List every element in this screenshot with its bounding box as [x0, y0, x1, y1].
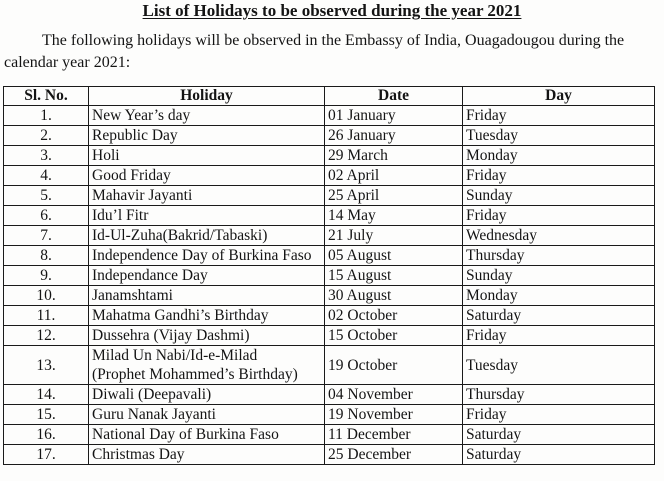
document-title-text: List of Holidays to be observed during the year 2021	[142, 1, 522, 20]
cell-sl-no: 3.	[4, 146, 89, 166]
cell-day: Monday	[463, 146, 655, 166]
cell-day: Sunday	[463, 266, 655, 286]
cell-date: 30 August	[325, 286, 463, 306]
cell-date: 15 August	[325, 266, 463, 286]
cell-holiday: Good Friday	[89, 166, 325, 186]
table-header-row	[4, 87, 655, 106]
cell-holiday: Dussehra (Vijay Dashmi)	[89, 326, 325, 346]
cell-holiday: Christmas Day	[89, 445, 325, 465]
cell-sl-no: 8.	[4, 246, 89, 266]
table-row	[4, 425, 655, 445]
cell-sl-no: 17.	[4, 445, 89, 465]
table-row	[4, 126, 655, 146]
table-row	[4, 106, 655, 126]
table-row	[4, 405, 655, 425]
table-row	[4, 246, 655, 266]
cell-day: Wednesday	[463, 226, 655, 246]
header-holiday: Holiday	[89, 87, 325, 106]
cell-sl-no: 12.	[4, 326, 89, 346]
cell-sl-no: 7.	[4, 226, 89, 246]
cell-sl-no: 5.	[4, 186, 89, 206]
intro-paragraph: The following holidays will be observed in the Embassy of India, Ouagadougou during the calendar year 2021:	[4, 32, 625, 71]
cell-day: Friday	[463, 326, 655, 346]
cell-date: 15 October	[325, 326, 463, 346]
cell-day: Thursday	[463, 385, 655, 405]
cell-day: Sunday	[463, 186, 655, 206]
table-row	[4, 206, 655, 226]
cell-sl-no: 6.	[4, 206, 89, 226]
holiday-table	[3, 86, 655, 465]
cell-sl-no: 14.	[4, 385, 89, 405]
cell-date: 05 August	[325, 246, 463, 266]
cell-holiday	[89, 346, 325, 385]
cell-date: 02 April	[325, 166, 463, 186]
header-date: Date	[325, 87, 463, 106]
cell-holiday: Janamshtami	[89, 286, 325, 306]
cell-day: Tuesday	[463, 126, 655, 146]
table-row	[4, 226, 655, 246]
table-row	[4, 326, 655, 346]
cell-holiday: Republic Day	[89, 126, 325, 146]
cell-day: Tuesday	[463, 346, 655, 385]
cell-date: 11 December	[325, 425, 463, 445]
table-row	[4, 445, 655, 465]
cell-sl-no: 9.	[4, 266, 89, 286]
cell-holiday: Id-Ul-Zuha(Bakrid/Tabaski)	[89, 226, 325, 246]
table-row	[4, 166, 655, 186]
cell-day: Thursday	[463, 246, 655, 266]
cell-date: 26 January	[325, 126, 463, 146]
cell-sl-no: 4.	[4, 166, 89, 186]
table-row	[4, 306, 655, 326]
cell-holiday: New Year’s day	[89, 106, 325, 126]
cell-date: 21 July	[325, 226, 463, 246]
cell-date: 25 April	[325, 186, 463, 206]
cell-holiday: Independence Day of Burkina Faso	[89, 246, 325, 266]
table-body	[4, 106, 655, 465]
cell-holiday: National Day of Burkina Faso	[89, 425, 325, 445]
cell-day: Monday	[463, 286, 655, 306]
header-sl-no: Sl. No.	[4, 87, 89, 106]
cell-holiday: Idu’l Fitr	[89, 206, 325, 226]
table-row	[4, 385, 655, 405]
cell-day: Friday	[463, 106, 655, 126]
cell-sl-no: 11.	[4, 306, 89, 326]
cell-date: 14 May	[325, 206, 463, 226]
table-row	[4, 146, 655, 166]
cell-sl-no: 15.	[4, 405, 89, 425]
header-day: Day	[463, 87, 655, 106]
cell-date: 29 March	[325, 146, 463, 166]
cell-holiday: Diwali (Deepavali)	[89, 385, 325, 405]
cell-day: Friday	[463, 405, 655, 425]
cell-holiday: Independance Day	[89, 266, 325, 286]
cell-sl-no: 2.	[4, 126, 89, 146]
table-row	[4, 186, 655, 206]
cell-day: Saturday	[463, 425, 655, 445]
cell-day: Friday	[463, 206, 655, 226]
cell-sl-no: 10.	[4, 286, 89, 306]
cell-holiday-line1: Milad Un Nabi/Id-e-Milad	[92, 347, 258, 364]
cell-day: Friday	[463, 166, 655, 186]
cell-sl-no: 16.	[4, 425, 89, 445]
cell-sl-no: 1.	[4, 106, 89, 126]
table-row	[4, 346, 655, 385]
cell-holiday: Holi	[89, 146, 325, 166]
cell-date: 19 October	[325, 346, 463, 385]
cell-date: 04 November	[325, 385, 463, 405]
cell-holiday-line2: (Prophet Mohammed’s Birthday)	[92, 366, 298, 383]
cell-date: 25 December	[325, 445, 463, 465]
cell-day: Saturday	[463, 445, 655, 465]
table-row	[4, 286, 655, 306]
cell-holiday: Guru Nanak Jayanti	[89, 405, 325, 425]
cell-day: Saturday	[463, 306, 655, 326]
cell-date: 02 October	[325, 306, 463, 326]
cell-date: 19 November	[325, 405, 463, 425]
cell-holiday: Mahavir Jayanti	[89, 186, 325, 206]
document-title	[0, 0, 664, 22]
cell-sl-no: 13.	[4, 346, 89, 385]
table-row	[4, 266, 655, 286]
cell-holiday: Mahatma Gandhi’s Birthday	[89, 306, 325, 326]
cell-date: 01 January	[325, 106, 463, 126]
